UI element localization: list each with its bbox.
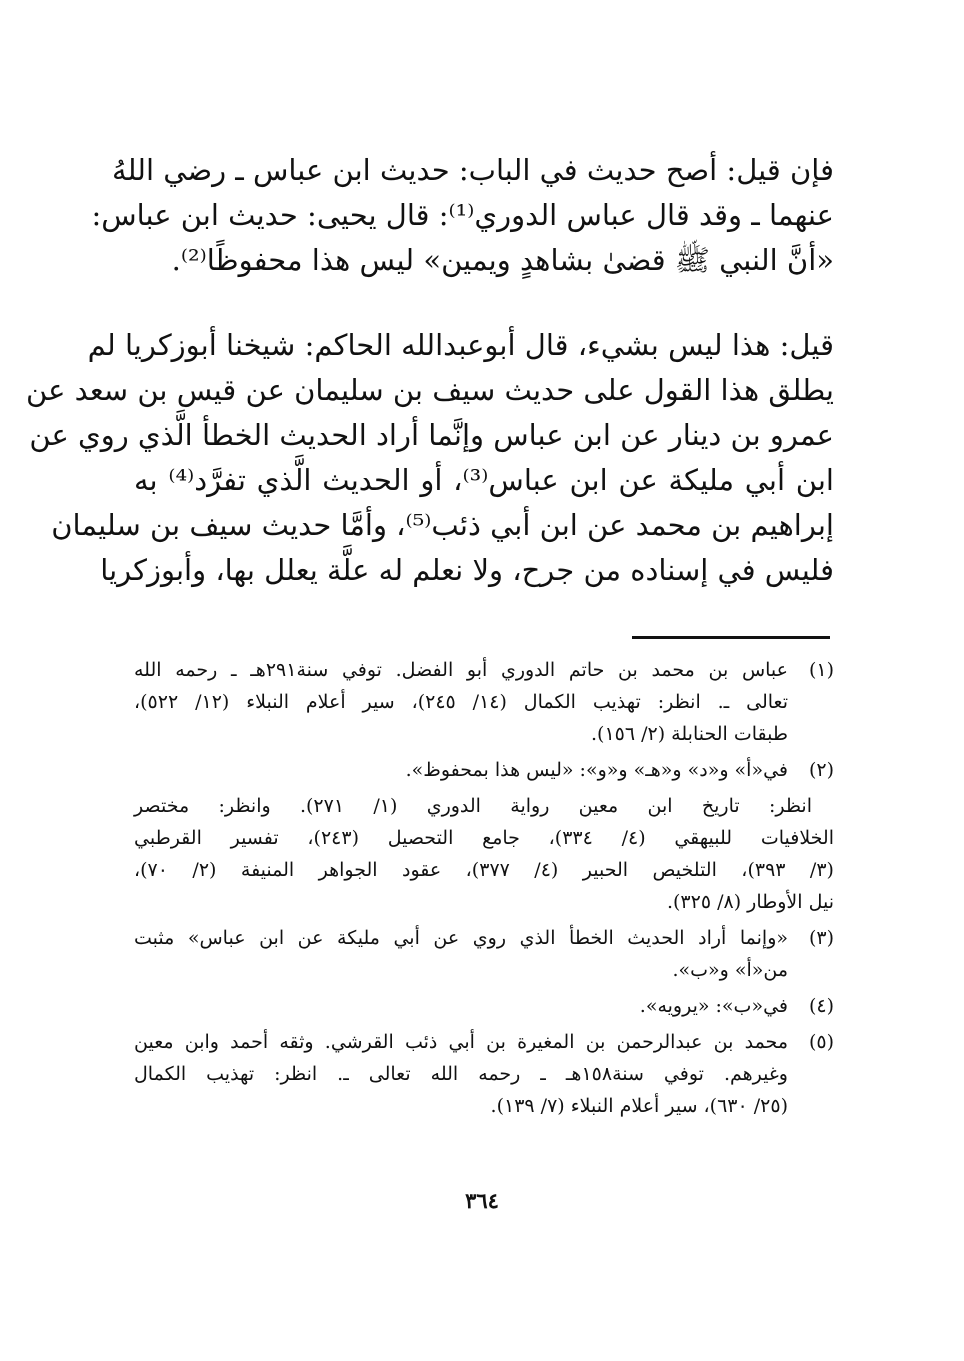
footnote-line: نيل الأوطار (٨/ ٣٢٥). — [666, 891, 834, 913]
footnote-5 — [134, 1026, 834, 1122]
footnote-line: طبقات الحنابلة (٢/ ١٥٦). — [590, 723, 788, 745]
footnote-line: عباس بن محمد بن حاتم الدوري أبو الفضل. توفي سنة٢٩١هـ ـ رحمه الله — [134, 659, 788, 681]
paragraph-reply — [26, 323, 834, 593]
footnote-number: (٥) — [808, 1031, 834, 1053]
footnote-body — [134, 654, 788, 750]
footnote-line: (٢٥/ ٦٣٠)، سير أعلام النبلاء (٧/ ١٣٩). — [490, 1095, 788, 1117]
text-line: فإن قيل: أصح حديث في الباب: حديث ابن عباس ـ رضي اللهُ — [112, 153, 834, 187]
footnote-line: انظر: تاريخ ابن معين رواية الدوري (١/ ٢٧١). وانظر: مختصر — [134, 795, 812, 817]
footnote-3 — [134, 922, 834, 986]
footnotes — [134, 654, 834, 1126]
footnote-line: وغيرهم. توفي سنة١٥٨هـ ـ رحمه الله تعالى ـ. انظر: تهذيب الكمال — [134, 1063, 788, 1085]
paragraph-objection — [91, 148, 834, 283]
footnote-1 — [134, 654, 834, 750]
text-line: فليس في إسناده من جرح، ولا نعلم له علَّة يعلل بها، وأبوزكريا — [100, 553, 834, 587]
footnote-body — [134, 922, 788, 986]
footnote-line: من«أ» و«ب». — [672, 959, 788, 981]
text-line: عنهما ـ وقد قال عباس الدوري⁽¹⁾: قال يحيى: حديث ابن عباس: — [91, 198, 834, 232]
footnote-line: «وإنما أراد الحديث الخطأ الذي روي عن أبي مليكة عن ابن عباس» مثبت — [134, 927, 788, 949]
footnote-number: (٣) — [808, 927, 834, 949]
footnote-number: (٤) — [808, 995, 834, 1017]
footnote-line: في«أ» و«د» و«هـ» و«و»: «ليس هذا بمحفوظ». — [405, 759, 788, 781]
footnote-number: (١) — [808, 659, 834, 681]
footnote-4 — [134, 990, 834, 1022]
page-number: ٣٦٤ — [465, 1188, 499, 1213]
footnote-body — [134, 990, 788, 1022]
footnote-2 — [134, 754, 834, 786]
main-text — [26, 148, 834, 593]
footnote-line: تعالى ـ. انظر: تهذيب الكمال (١٤/ ٢٤٥)، سير أعلام النبلاء (١٢/ ٥٢٢)، — [134, 691, 788, 713]
footnote-body — [134, 1026, 788, 1122]
text-line: يطلق هذا القول على حديث سيف بن سليمان عن قيس بن سعد عن — [26, 373, 834, 407]
text-line: عمرو بن دينار عن ابن عباس وإنَّما أراد الحديث الخطأ الَّذي روي عن — [29, 418, 834, 452]
footnote-line: محمد بن عبدالرحمن بن المغيرة بن أبي ذئب القرشي. وثقه أحمد وابن معين — [134, 1031, 788, 1053]
footnote-line: في«ب»: «يرويه». — [639, 995, 788, 1017]
footnote-divider — [632, 636, 830, 639]
footnote-2-continuation — [134, 790, 834, 918]
footnote-line: (٣/ ٣٩٣)، التلخيص الحبير (٤/ ٣٧٧)، عقود الجواهر المنيفة (٢/ ٧٠)، — [134, 859, 834, 881]
footnote-body — [134, 754, 788, 786]
text-line: إبراهيم بن محمد عن ابن أبي ذئب⁽⁵⁾، وأمَّا حديث سيف بن سليمان — [51, 508, 834, 542]
text-line: ابن أبي مليكة عن ابن عباس⁽³⁾، أو الحديث الَّذي تفرَّد⁽⁴⁾ به — [134, 463, 834, 497]
footnote-number: (٢) — [808, 759, 834, 781]
footnote-line: الخلافيات للبيهقي (٤/ ٣٣٤)، جامع التحصيل (٢٤٣)، تفسير القرطبي — [134, 827, 834, 849]
text-line: قيل: هذا ليس بشيء، قال أبوعبدالله الحاكم: شيخنا أبوزكريا لم — [87, 328, 834, 362]
text-line: «أنَّ النبي ﷺ قضىٰ بشاهدٍ ويمين» ليس هذا محفوظًا⁽²⁾. — [171, 243, 834, 277]
